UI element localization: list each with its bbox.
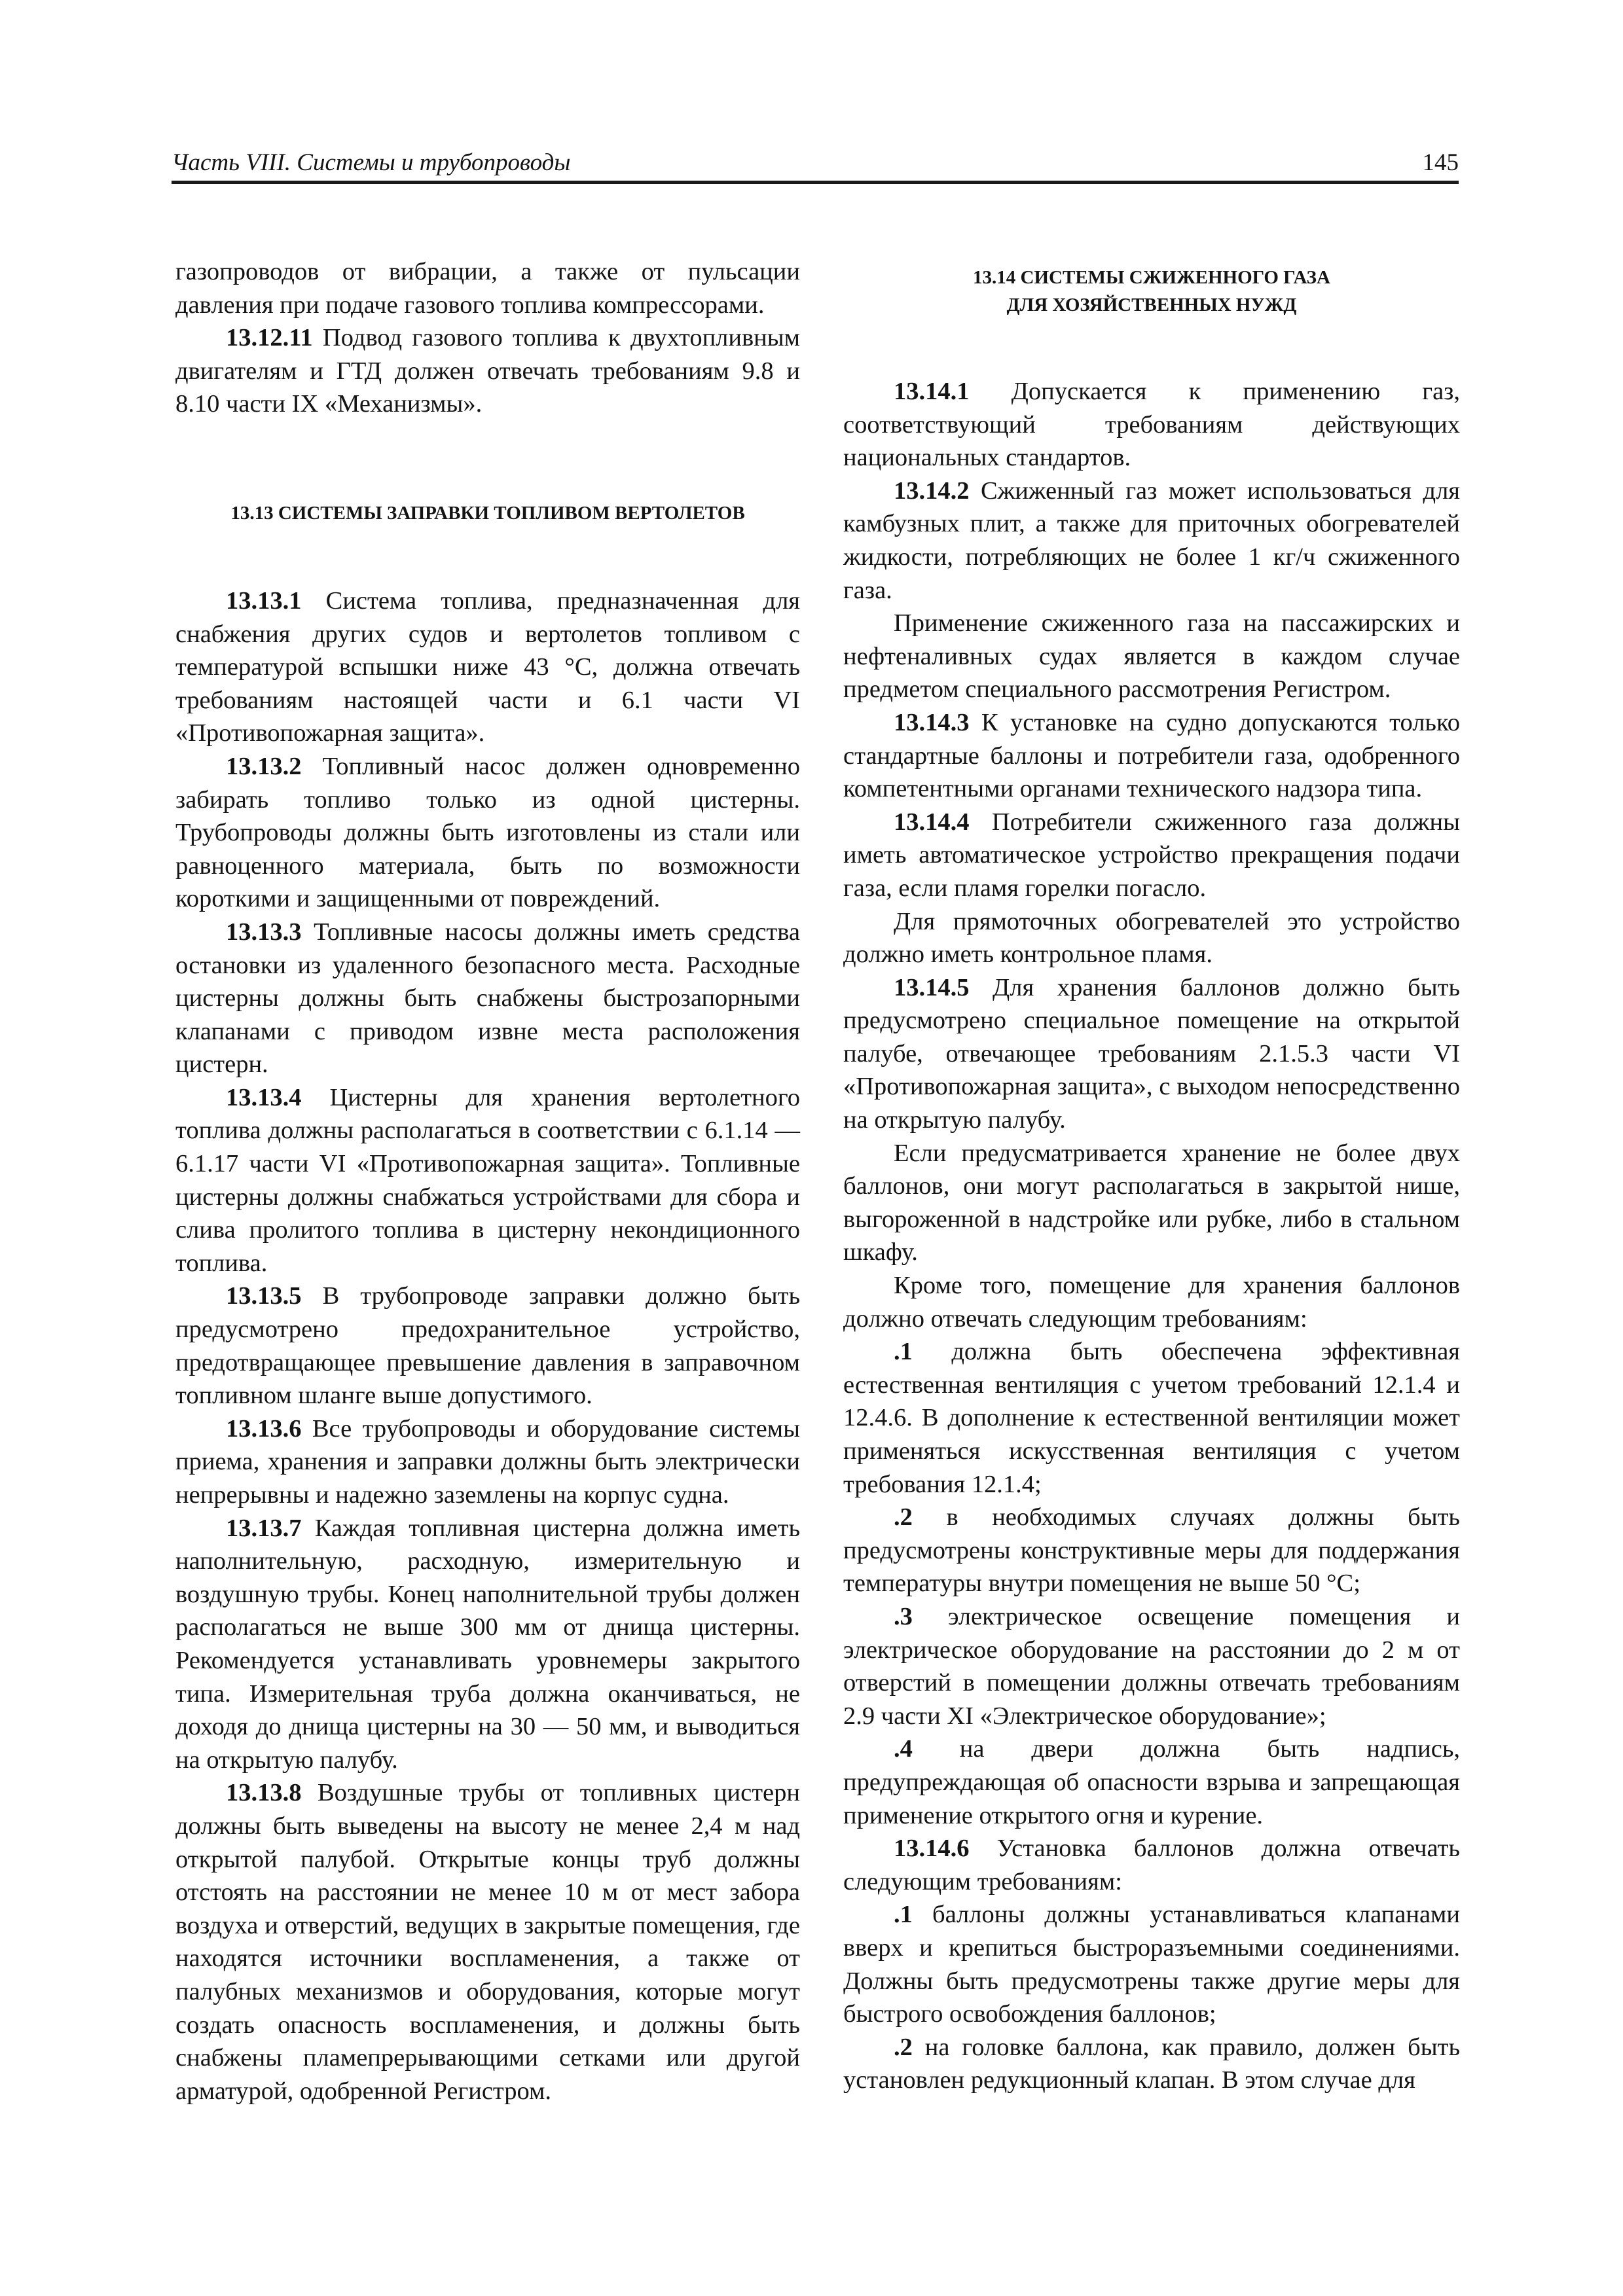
clause-text: Подвод газового топлива к двухтопливным двигателям и ГТД должен отвечать требованиям 9.8 и 8.10 части IX «Механизмы». bbox=[175, 324, 800, 418]
clause-number: 13.13.4 bbox=[226, 1083, 302, 1111]
item-number: .1 bbox=[894, 1901, 913, 1929]
list-item bbox=[843, 1501, 1460, 1600]
clause-text: Топливные насосы должны иметь средства остановки из удаленного безопасного места. Расходные цистерны должны быть снабжены быстрозапорными клапанами с приводом извне места расположения цистерн. bbox=[175, 918, 800, 1079]
item-number: .1 bbox=[894, 1338, 913, 1366]
list-item bbox=[843, 1335, 1460, 1501]
item-text: на двери должна быть надпись, предупреждающая об опасности взрыва и запрещающая применение открытого огня и курение. bbox=[843, 1735, 1460, 1829]
page-number: 145 bbox=[1422, 149, 1459, 176]
paragraph bbox=[843, 1832, 1460, 1898]
paragraph bbox=[843, 706, 1460, 806]
item-text: на головке баллона, как правило, должен быть установлен редукционный клапан. В этом случае для bbox=[843, 2033, 1460, 2094]
clause-number: 13.13.3 bbox=[226, 918, 302, 946]
list-item bbox=[843, 1898, 1460, 2030]
clause-text: Воздушные трубы от топливных цистерн должны быть выведены на высоту не менее 2,4 м над открытой палубой. Открытые концы труб должны отстоять на расстоянии не менее 10 м от мест забора воздуха и отверстий, ведущих в закрытые помещения, где находятся источники воспламенения, а также от палубных механизмов и оборудования, которые могут создать опасность воспламенения, и должны быть снабжены пламепрерывающими сетками или другой арматурой, одобренной Регистром. bbox=[175, 1779, 800, 2105]
clause-text: Топливный насос должен одновременно забирать топливо только из одной цистерны. Трубопроводы должны быть изготовлены из стали или равноценного материала, быть по возможности короткими и защищенными от повреждений. bbox=[175, 752, 800, 913]
list-item bbox=[843, 2031, 1460, 2097]
running-title: Часть VIII. Системы и трубопроводы bbox=[172, 149, 571, 176]
clause-text: В трубопроводе заправки должно быть предусмотрено предохранительное устройство, предотвращающее превышение давления в заправочном топливном шланге выше допустимого. bbox=[175, 1282, 800, 1410]
paragraph: Для прямоточных обогревателей это устройство должно иметь контрольное пламя. bbox=[843, 907, 1460, 969]
paragraph bbox=[843, 971, 1460, 1137]
paragraph: газопроводов от вибрации, а также от пульсации давления при подаче газового топлива компрессорами. bbox=[175, 258, 800, 319]
paragraph bbox=[843, 475, 1460, 607]
paragraph bbox=[843, 375, 1460, 475]
paragraph bbox=[175, 750, 800, 916]
clause-number: 13.14.4 bbox=[894, 808, 970, 836]
paragraph bbox=[175, 1081, 800, 1280]
item-number: .2 bbox=[894, 2033, 913, 2061]
clause-number: 13.13.2 bbox=[226, 752, 302, 780]
clause-number: 13.13.1 bbox=[226, 586, 302, 615]
clause-text: Для хранения баллонов должно быть предусмотрено специальное помещение на открытой палубе, отвечающее требованиям 2.1.5.3 части VI «Противопожарная защита», с выходом непосредственно на открытую палубу. bbox=[843, 973, 1460, 1134]
clause-number: 13.14.3 bbox=[894, 708, 970, 736]
left-column bbox=[175, 255, 800, 2108]
paragraph bbox=[843, 806, 1460, 905]
item-number: .3 bbox=[894, 1602, 913, 1630]
clause-text: Потребители сжиженного газа должны иметь автоматическое устройство прекращения подачи газа, если пламя горелки погасло. bbox=[843, 808, 1460, 902]
paragraph bbox=[175, 1512, 800, 1777]
clause-number: 13.13.7 bbox=[226, 1514, 302, 1542]
clause-text: Каждая топливная цистерна должна иметь наполнительную, расходную, измерительную и воздушную трубы. Конец наполнительной трубы должен располагаться не выше 300 мм от днища цистерны. Рекомендуется устанавливать уровнемеры закрытого типа. Измерительная труба должна оканчиваться, не доходя до днища цистерны на 30 — 50 мм, и выводиться на открытую палубу. bbox=[175, 1514, 800, 1774]
paragraph bbox=[175, 1412, 800, 1512]
paragraph bbox=[175, 1280, 800, 1412]
paragraph bbox=[175, 916, 800, 1081]
paragraph bbox=[175, 321, 800, 421]
list-item bbox=[843, 1732, 1460, 1832]
paragraph: Если предусматривается хранение не более двух баллонов, они могут располагаться в закрытой нише, выгороженной в надстройке или рубке, либо в стальном шкафу. bbox=[843, 1139, 1460, 1266]
item-text: баллоны должны устанавливаться клапанами вверх и крепиться быстроразъемными соединениями. Должны быть предусмотрены также другие меры для быстрого освобождения баллонов; bbox=[843, 1901, 1460, 2028]
clause-number: 13.13.8 bbox=[226, 1779, 302, 1807]
clause-number: 13.14.1 bbox=[894, 378, 970, 405]
clause-text: Цистерны для хранения вертолетного топлива должны располагаться в соответствии с 6.1.14 — 6.1.17 части VI «Противопожарная защита». Топливные цистерны должны снабжаться устройствами для сбора и слива пролитого топлива в цистерну некондиционного топлива. bbox=[175, 1083, 800, 1277]
item-text: в необходимых случаях должны быть предусмотрены конструктивные меры для поддержания температуры внутри помещения не выше 50 °С; bbox=[843, 1503, 1460, 1598]
clause-number: 13.13.5 bbox=[226, 1282, 302, 1310]
paragraph bbox=[175, 1776, 800, 2108]
clause-text: Все трубопроводы и оборудование системы приема, хранения и заправки должны быть электрически непрерывны и надежно заземлены на корпус судна. bbox=[175, 1414, 800, 1509]
clause-number: 13.12.11 bbox=[226, 324, 313, 352]
paragraph: Применение сжиженного газа на пассажирских и нефтеналивных судах является в каждом случае предметом специального рассмотрения Регистром. bbox=[843, 609, 1460, 704]
clause-text: Установка баллонов должна отвечать следующим требованиям: bbox=[843, 1835, 1460, 1895]
clause-text: К установке на судно допускаются только стандартные баллоны и потребители газа, одобренного компетентными органами технического надзора типа. bbox=[843, 708, 1460, 803]
item-number: .2 bbox=[894, 1503, 913, 1532]
paragraph bbox=[175, 584, 800, 750]
clause-number: 13.14.5 bbox=[894, 973, 970, 1001]
heading-line: 13.14 СИСТЕМЫ СЖИЖЕННОГО ГАЗА bbox=[973, 267, 1330, 288]
clause-text: Система топлива, предназначенная для снабжения других судов и вертолетов топливом с температурой вспышки ниже 43 °С, должна отвечать требованиям настоящей части и 6.1 части VI «Противопожарная защита». bbox=[175, 586, 800, 747]
item-number: .4 bbox=[894, 1735, 913, 1763]
paragraph: Кроме того, помещение для хранения баллонов должно отвечать следующим требованиям: bbox=[843, 1272, 1460, 1333]
right-column bbox=[843, 264, 1460, 2097]
item-text: электрическое освещение помещения и электрическое оборудование на расстоянии до 2 м от отверстий в помещении должны отвечать требованиям 2.9 части XI «Электрическое оборудование»; bbox=[843, 1602, 1460, 1730]
list-item bbox=[843, 1600, 1460, 1732]
section-heading: 13.13 СИСТЕМЫ ЗАПРАВКИ ТОПЛИВОМ ВЕРТОЛЕТОВ bbox=[230, 502, 745, 524]
clause-number: 13.13.6 bbox=[226, 1414, 302, 1443]
heading-line: ДЛЯ ХОЗЯЙСТВЕННЫХ НУЖД bbox=[1006, 295, 1297, 315]
item-text: должна быть обеспечена эффективная естественная вентиляция с учетом требований 12.1.4 и 12.4.6. В дополнение к естественной вентиляции может применяться искусственная вентиляция с учетом требования 12.1.4; bbox=[843, 1338, 1460, 1498]
clause-number: 13.14.6 bbox=[894, 1835, 970, 1863]
clause-number: 13.14.2 bbox=[894, 476, 970, 505]
clause-text: Сжиженный газ может использоваться для камбузных плит, а также для приточных обогревателей жидкости, потребляющих не более 1 кг/ч сжиженного газа. bbox=[843, 476, 1460, 604]
clause-text: Допускается к применению газ, соответствующий требованиям действующих национальных стандартов. bbox=[843, 378, 1460, 472]
section-heading bbox=[843, 264, 1460, 319]
page-header bbox=[172, 144, 1459, 184]
